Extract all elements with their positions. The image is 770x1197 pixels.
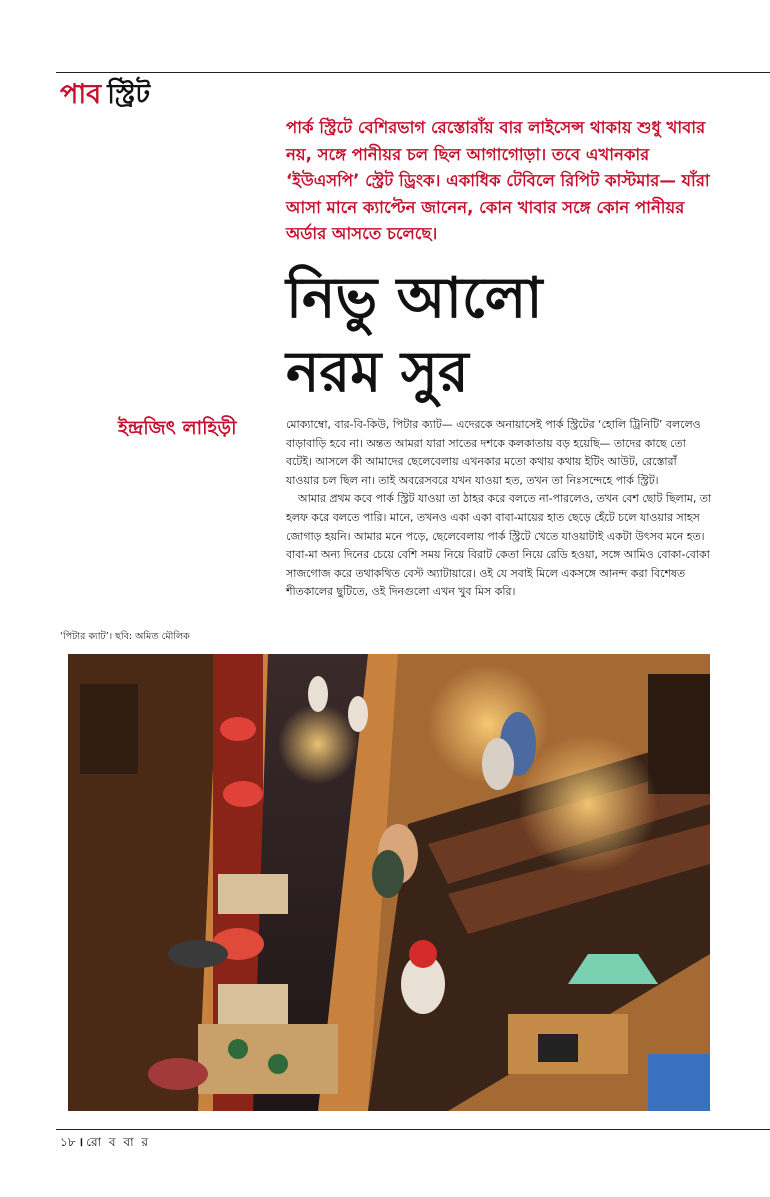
page-number: ১৮ [60,1135,76,1149]
body-paragraph-2: আমার প্রথম কবে পার্ক স্ট্রিট যাওয়া তা ঠাহর করে বলতে না-পারলেও, তখন বেশ ছোট ছিলাম, তা হলফ করে বলতে পারি। মানে, তখনও একা একা বাবা-মায়ের হাত ছেড়ে হেঁটে চলে যাওয়ার সাহস জোগাড় হয়নি। আমার মনে পড়ে, ছেলেবেলায় পার্ক স্ট্রিটে খেতে যাওয়াটাই একটা উৎসব মনে হত। বাবা-মা অন্য দিনের চেয়ে বেশি সময় নিয়ে বিরাট কেতা নিয়ে রেডি হওয়া, সঙ্গে আমিও বোকা-বোকা সাজগোজ করে তথাকথিত বেস্ট অ্যাটায়ারে। ওই যে সবাই মিলে একসঙ্গে আনন্দ করা বিশেষত শীতকালের ছুটিতে, ওই দিনগুলো এখন খুব মিস করি। [286,492,712,599]
section-label-part2: স্ট্রিট [107,79,151,110]
restaurant-photo-illustration [68,654,710,1111]
footer-separator: । [78,1135,84,1149]
standfirst: পার্ক স্ট্রিটে বেশিরভাগ রেস্তোরাঁয় বার লাইসেন্স থাকায় শুধু খাবার নয়, সঙ্গে পানীয়র চল ছিল আগাগোড়া। তবে এখানকার ‘ইউএসপি’ স্ট্রেট ড্রিংক। একাধিক টেবিলে রিপিট কাস্টমার— যাঁরা আসা মানে ক্যাপ্টেন জানেন, কোন খাবার সঙ্গে কোন পানীয়র অর্ডার আসতে চলেছে। [286,118,710,243]
magazine-name: রো ব বা র [86,1135,150,1149]
footer-rule [56,1129,770,1130]
top-rule [56,72,770,73]
photo-caption: ‘পিটার ক্যাট’। ছবি: অমিত মৌলিক [60,631,190,642]
section-label-part1: পাব [60,79,102,110]
body-paragraph-1: মোক্যাম্বো, বার-বি-কিউ, পিটার ক্যাট— এদেরকে অনায়াসেই পার্ক স্ট্রিটের ‘হোলি ট্রিনিটি’ বললেও বাড়াবাড়ি হবে না। অন্তত আমরা যারা সাতের দশকে কলকাতায় বড় হয়েছি— তাদের কাছে তো বটেই। আসলে কী আমাদের ছেলেবেলায় এখনকার মতো কথায় কথায় ইটিং আউট, রেস্তোরাঁ যাওয়ার চল ছিল না। তাই অবরেসবরে যখন যাওয়া হত, তখন তা নিঃসন্দেহে পার্ক স্ট্রিট। [286,418,701,487]
section-label [60,78,150,112]
byline: ইন্দ্রজিৎ লাহিড়ী [118,417,237,439]
restaurant-photo [68,654,710,1111]
headline-line-1: নিভু আলো [286,266,543,331]
headline-line-2: নরম সুর [286,340,469,405]
article-body [286,416,712,602]
page-footer [60,1133,150,1154]
headline [286,262,716,410]
